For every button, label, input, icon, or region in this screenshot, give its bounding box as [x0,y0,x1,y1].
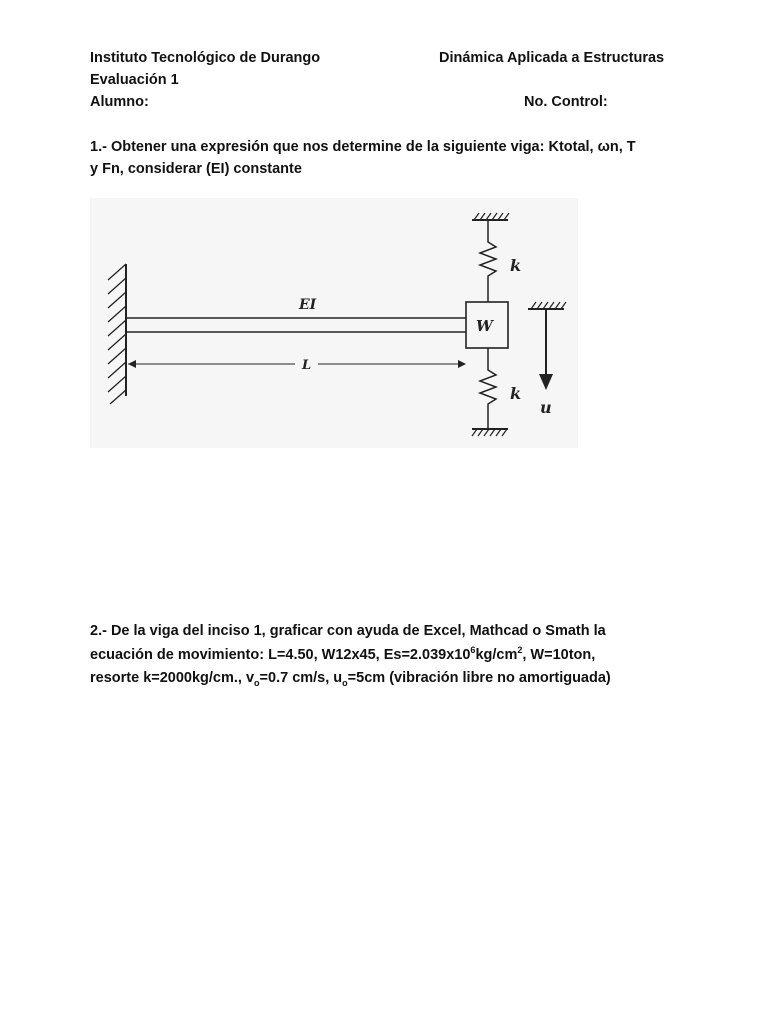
displacement-arrow [528,302,566,390]
top-ground-support [472,213,509,220]
label-k-top: k [510,256,522,275]
label-l: L [302,358,312,373]
bottom-spring [480,348,496,429]
top-spring [480,220,496,302]
course-name: Dinámica Aplicada a Estructuras [439,50,665,66]
label-ei: EI [299,297,317,313]
evaluation-title: Evaluación 1 [90,72,179,88]
label-u: u [540,398,552,417]
student-label: Alumno: [90,94,149,110]
control-number-label: No. Control: [524,94,608,110]
question-2-line-3: resorte k=2000kg/cm., $v_o=0.7$ cm/s, $u_o=5cm$ (vibración libre no amortiguada) [90,670,611,688]
label-w: W [476,317,493,335]
fixed-wall-support [108,264,126,404]
bottom-ground-support [472,429,508,436]
institution-name: Instituto Tecnológico de Durango [90,50,321,66]
question-2 [90,620,700,691]
question-2-line-1: 2.- De la viga del inciso 1, graficar con ayuda de Excel, Mathcad o Smath la [90,623,606,639]
question-2-line-2: ecuación de movimiento: L=4.50, W12x45, $Es=2.039x10^6kg/cm^2$, W=10ton, [90,644,596,663]
beam [126,318,466,332]
label-k-bottom: k [510,384,522,403]
beam-diagram [90,198,578,448]
question-1-line-1: 1.- Obtener una expresión que nos determine de la siguiente viga: Ktotal, ωn, T [90,139,636,155]
dimension-l [128,360,466,368]
question-1-line-2: y Fn, considerar (EI) constante [90,161,302,177]
